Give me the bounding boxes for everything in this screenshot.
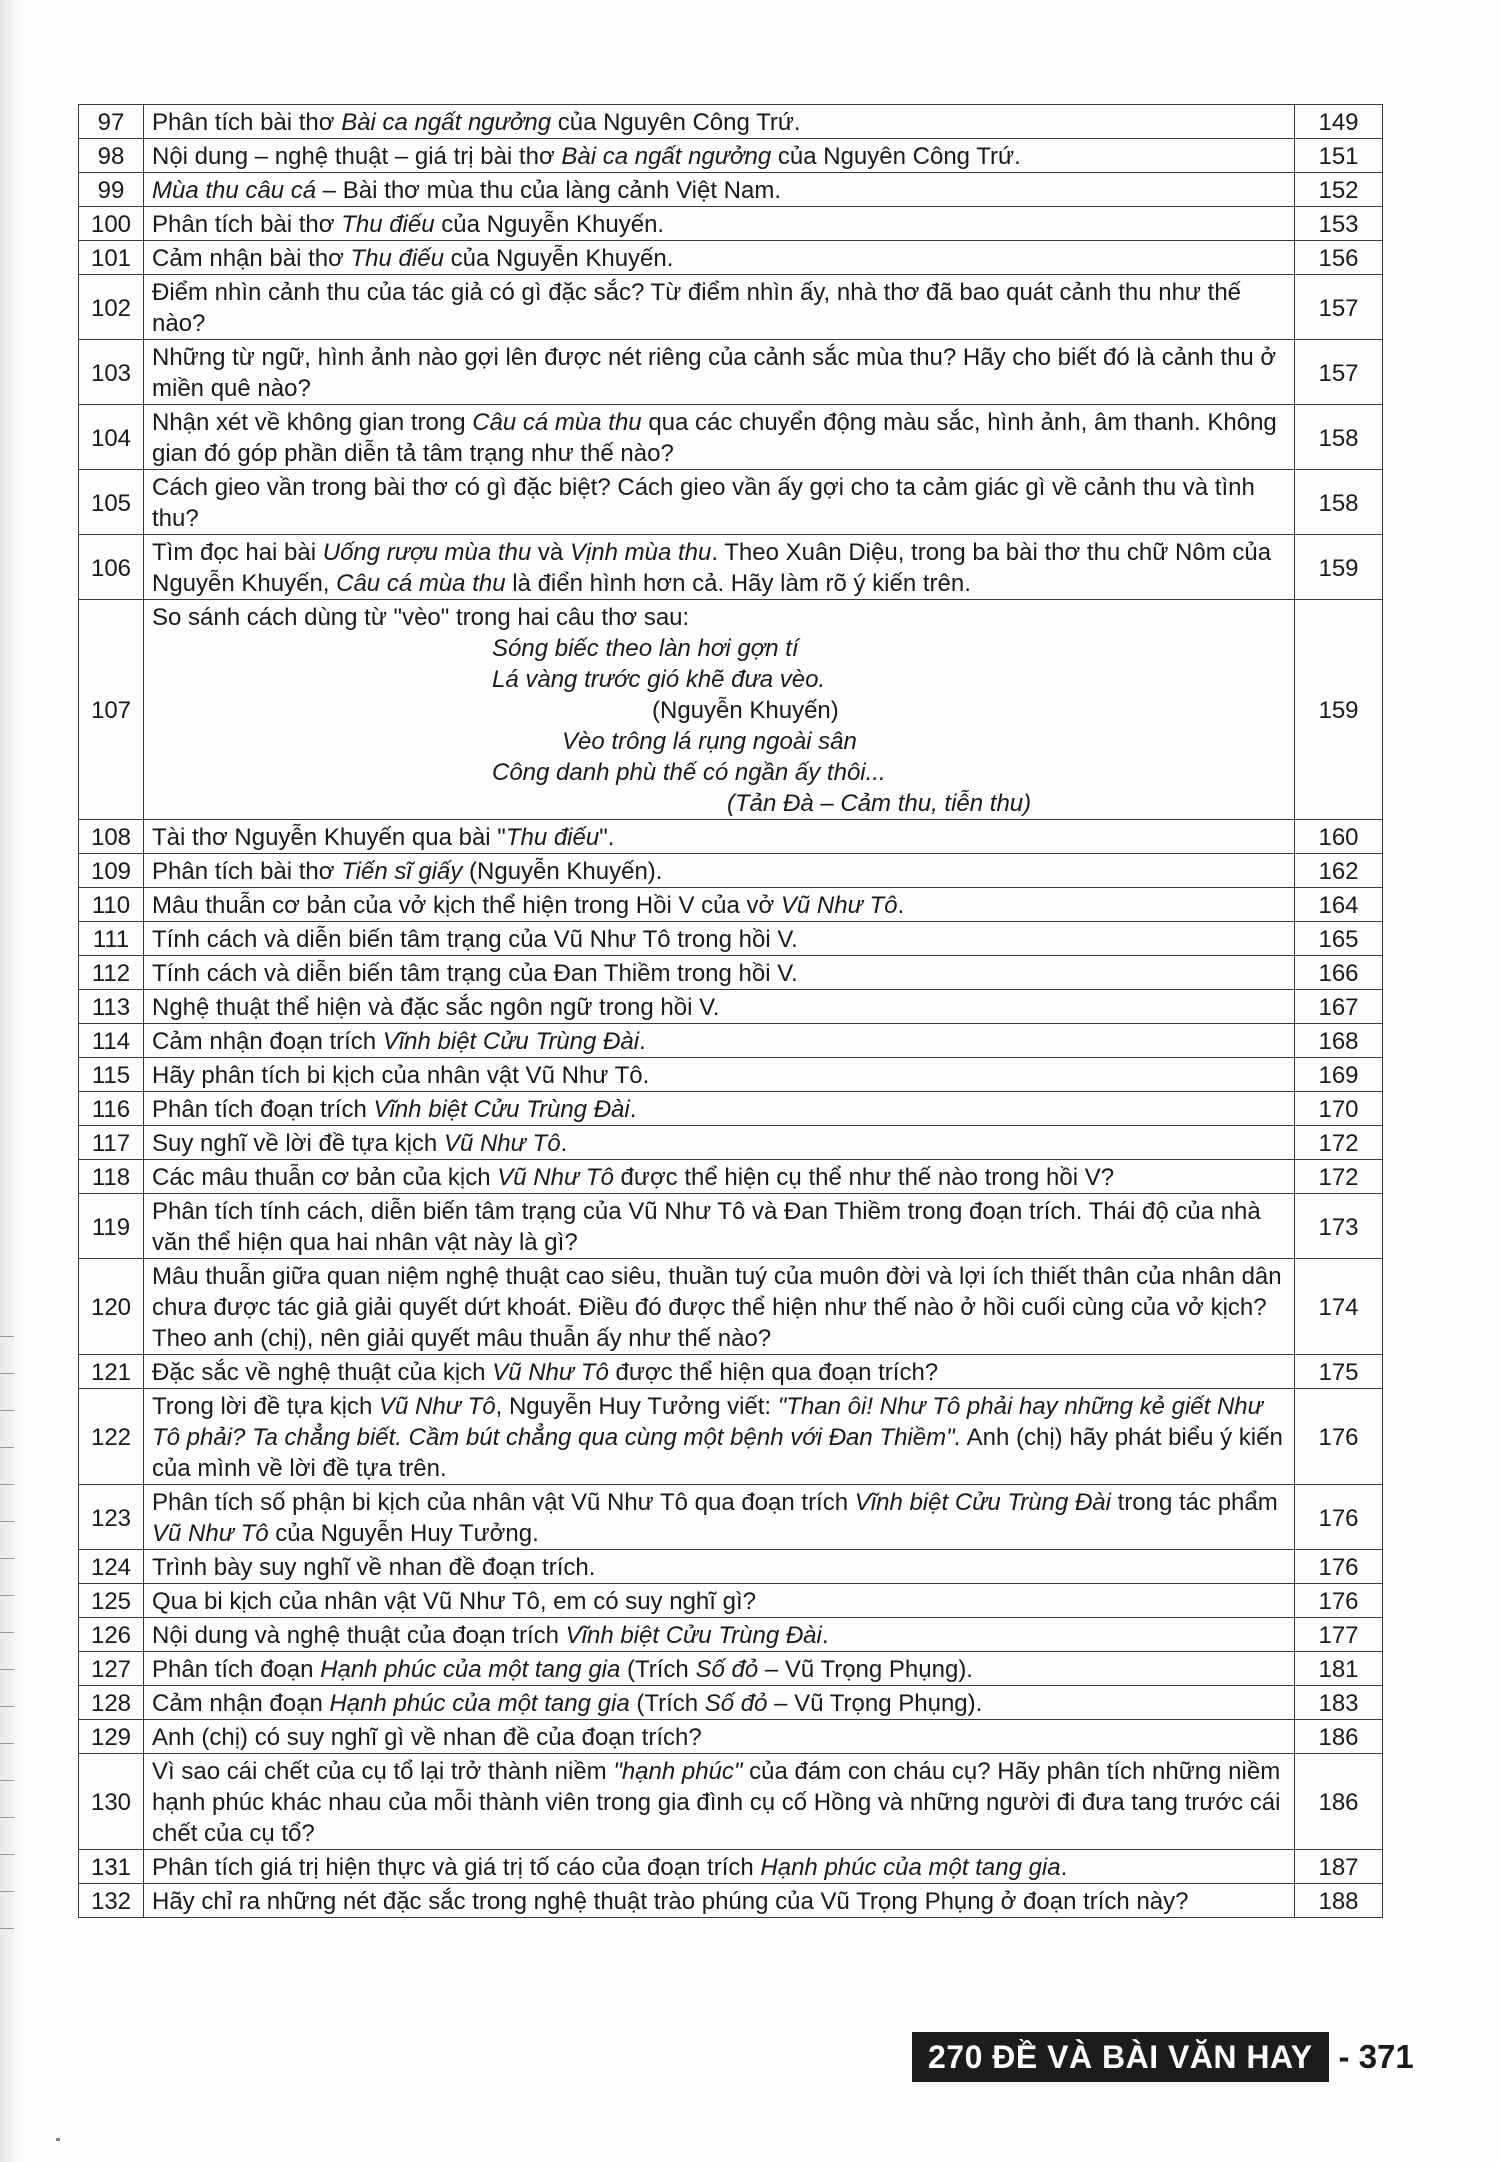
row-title [144, 1720, 1295, 1754]
table-row [79, 340, 1383, 405]
row-title [144, 1485, 1295, 1550]
title-text: của Nguyên Công Trứ. [551, 109, 801, 136]
work-title: Tiến sĩ giấy [341, 858, 463, 885]
row-title [144, 888, 1295, 922]
title-text: Tính cách và diễn biến tâm trạng của Vũ Như Tô trong hồi V. [152, 926, 798, 953]
title-text: . Theo Xuân Diệu, trong ba bài thơ thu chữ Nôm của Nguyễn Khuyến, [152, 539, 1272, 597]
title-text: Phân tích bài thơ [152, 109, 342, 136]
poem-line: (Tản Đà – Cảm thu, tiễn thu) [727, 790, 1032, 817]
work-title: Số đỏ [704, 1690, 768, 1717]
row-number: 106 [79, 535, 144, 600]
row-title [144, 105, 1295, 139]
title-text: Hãy chỉ ra những nét đặc sắc trong nghệ thuật trào phúng của Vũ Trọng Phụng ở đoạn trích này? [152, 1888, 1189, 1915]
title-text: được thể hiện qua đoạn trích? [608, 1359, 939, 1386]
title-text: của Nguyễn Khuyến. [443, 245, 674, 272]
row-number: 126 [79, 1618, 144, 1652]
row-title [144, 241, 1295, 275]
row-title [144, 173, 1295, 207]
work-title: Mùa thu câu cá [152, 177, 317, 204]
title-text: – Vũ Trọng Phụng). [767, 1690, 983, 1717]
row-page-number: 173 [1295, 1194, 1383, 1259]
work-title: Vũ Như Tô [443, 1130, 561, 1157]
row-page-number: 159 [1295, 535, 1383, 600]
table-row [79, 854, 1383, 888]
table-row [79, 1058, 1383, 1092]
row-number: 121 [79, 1355, 144, 1389]
title-text: Qua bi kịch của nhân vật Vũ Như Tô, em có suy nghĩ gì? [152, 1588, 756, 1615]
row-title [144, 956, 1295, 990]
title-text: Phân tích tính cách, diễn biến tâm trạng của Vũ Như Tô và Đan Thiềm trong đoạn trích. Thái độ của nhà văn thể hiện qua hai nhân vật này là gì? [152, 1198, 1261, 1256]
scan-speck [56, 2138, 60, 2141]
title-text: (Nguyễn Khuyến). [462, 858, 663, 885]
row-page-number: 162 [1295, 854, 1383, 888]
title-text: Phân tích đoạn trích [152, 1096, 374, 1123]
work-title: Câu cá mùa thu [336, 570, 506, 597]
table-row [79, 1720, 1383, 1754]
row-page-number: 152 [1295, 173, 1383, 207]
row-number: 131 [79, 1850, 144, 1884]
title-text: – Bài thơ mùa thu của làng cảnh Việt Nam. [316, 177, 782, 204]
row-page-number: 151 [1295, 139, 1383, 173]
title-text: (Trích [629, 1690, 705, 1717]
title-text: Phân tích bài thơ [152, 858, 342, 885]
row-title [144, 207, 1295, 241]
table-of-contents [78, 104, 1383, 1918]
title-text: Nghệ thuật thể hiện và đặc sắc ngôn ngữ trong hồi V. [152, 994, 720, 1021]
work-title: Bài ca ngất ngưởng [561, 143, 772, 170]
table-row [79, 922, 1383, 956]
work-title: Bài ca ngất ngưởng [341, 109, 552, 136]
table-row [79, 1884, 1383, 1918]
row-number: 103 [79, 340, 144, 405]
title-text: Những từ ngữ, hình ảnh nào gợi lên được nét riêng của cảnh sắc mùa thu? Hãy cho biết đó là cảnh thu ở miền quê nào? [152, 344, 1277, 402]
title-text: của Nguyễn Huy Tưởng. [268, 1520, 539, 1547]
title-text: Cách gieo vần trong bài thơ có gì đặc biệt? Cách gieo vần ấy gợi cho ta cảm giác gì về cảnh thu và tình thu? [152, 474, 1255, 532]
title-text: Điểm nhìn cảnh thu của tác giả có gì đặc sắc? Từ điểm nhìn ấy, nhà thơ đã bao quát cảnh thu như thế nào? [152, 279, 1242, 337]
table-row [79, 1550, 1383, 1584]
title-text: – Vũ Trọng Phụng). [758, 1656, 973, 1683]
work-title: Uống rượu mùa thu [322, 539, 532, 566]
title-text: Trình bày suy nghĩ về nhan đề đoạn trích. [152, 1554, 596, 1581]
row-page-number: 170 [1295, 1092, 1383, 1126]
title-text: Hãy phân tích bi kịch của nhân vật Vũ Như Tô. [152, 1062, 650, 1089]
table-row [79, 1160, 1383, 1194]
work-title: Hạnh phúc của một tang gia [320, 1656, 621, 1683]
row-page-number: 153 [1295, 207, 1383, 241]
work-title: Hạnh phúc của một tang gia [329, 1690, 630, 1717]
row-title [144, 1850, 1295, 1884]
title-text: Trong lời đề tựa kịch [152, 1393, 380, 1420]
row-number: 119 [79, 1194, 144, 1259]
row-page-number: 158 [1295, 405, 1383, 470]
book-title-badge: 270 ĐỀ VÀ BÀI VĂN HAY [912, 2032, 1329, 2082]
row-number: 101 [79, 241, 144, 275]
title-text: của đám con cháu cụ? Hãy phân tích những niềm hạnh phúc khác nhau của mỗi thành viên trong gia đình cụ cố Hồng và những người đi đưa tang trước cái chết của cụ tổ? [152, 1758, 1281, 1847]
table-row [79, 275, 1383, 340]
row-number: 116 [79, 1092, 144, 1126]
row-page-number: 177 [1295, 1618, 1383, 1652]
row-title [144, 1058, 1295, 1092]
table-row [79, 820, 1383, 854]
poem-intro: So sánh cách dùng từ "vèo" trong hai câu thơ sau: [152, 604, 690, 631]
row-page-number: 157 [1295, 275, 1383, 340]
table-row [79, 1389, 1383, 1485]
row-title [144, 1550, 1295, 1584]
row-number: 114 [79, 1024, 144, 1058]
title-text: Tính cách và diễn biến tâm trạng của Đan Thiềm trong hồi V. [152, 960, 798, 987]
work-title: Hạnh phúc của một tang gia [760, 1854, 1061, 1881]
row-page-number: 169 [1295, 1058, 1383, 1092]
row-page-number: 172 [1295, 1126, 1383, 1160]
row-title [144, 1024, 1295, 1058]
row-number: 129 [79, 1720, 144, 1754]
row-number: 127 [79, 1652, 144, 1686]
row-title [144, 139, 1295, 173]
row-page-number: 183 [1295, 1686, 1383, 1720]
table-row [79, 405, 1383, 470]
row-title [144, 820, 1295, 854]
table-row [79, 1024, 1383, 1058]
poem-line: Lá vàng trước gió khẽ đưa vèo. [492, 666, 826, 693]
work-title: Số đỏ [695, 1656, 759, 1683]
row-number: 102 [79, 275, 144, 340]
title-text: . [560, 1130, 568, 1157]
row-page-number: 188 [1295, 1884, 1383, 1918]
row-number: 97 [79, 105, 144, 139]
row-title [144, 1884, 1295, 1918]
table-row [79, 956, 1383, 990]
row-number: 128 [79, 1686, 144, 1720]
title-text: được thể hiện cụ thể như thế nào trong hồi V? [613, 1164, 1115, 1191]
row-title [144, 1259, 1295, 1355]
table-row [79, 1092, 1383, 1126]
work-title: Thu điếu [505, 824, 600, 851]
title-text: và [531, 539, 570, 566]
row-page-number: 176 [1295, 1584, 1383, 1618]
work-title: Vĩnh biệt Cửu Trùng Đài [382, 1028, 640, 1055]
row-number: 118 [79, 1160, 144, 1194]
row-title [144, 1355, 1295, 1389]
table-row [79, 470, 1383, 535]
row-page-number: 166 [1295, 956, 1383, 990]
table-row [79, 1194, 1383, 1259]
row-page-number: 168 [1295, 1024, 1383, 1058]
row-page-number: 156 [1295, 241, 1383, 275]
row-number: 123 [79, 1485, 144, 1550]
title-text: Anh (chị) hãy phát biểu ý kiến của mình về lời đề tựa trên. [152, 1424, 1283, 1482]
title-text: qua các chuyển động màu sắc, hình ảnh, âm thanh. Không gian đó góp phần diễn tả tâm trạng như thế nào? [152, 409, 1277, 467]
row-page-number: 186 [1295, 1754, 1383, 1850]
work-title: Vũ Như Tô [780, 892, 898, 919]
title-text: Cảm nhận đoạn trích [152, 1028, 383, 1055]
row-page-number: 157 [1295, 340, 1383, 405]
poem-line: Sóng biếc theo làn hơi gợn tí [492, 635, 799, 662]
row-number: 111 [79, 922, 144, 956]
table-row [79, 1126, 1383, 1160]
row-page-number: 176 [1295, 1550, 1383, 1584]
table-row [79, 1618, 1383, 1652]
work-title: Vũ Như Tô [497, 1164, 614, 1191]
work-title: Vũ Như Tô [152, 1520, 269, 1547]
poem-line: (Nguyễn Khuyến) [652, 697, 839, 724]
title-text: Phân tích giá trị hiện thực và giá trị tố cáo của đoạn trích [152, 1854, 761, 1881]
row-number: 125 [79, 1584, 144, 1618]
row-title [144, 1160, 1295, 1194]
row-page-number: 174 [1295, 1259, 1383, 1355]
title-text: . [629, 1096, 637, 1123]
row-title [144, 535, 1295, 600]
row-number: 115 [79, 1058, 144, 1092]
row-page-number: 176 [1295, 1485, 1383, 1550]
title-text: Nhận xét về không gian trong [152, 409, 473, 436]
row-page-number: 158 [1295, 470, 1383, 535]
row-number: 122 [79, 1389, 144, 1485]
poem-line: Công danh phù thế có ngần ấy thôi... [492, 759, 886, 786]
row-title [144, 1126, 1295, 1160]
work-title: "Than ôi! Như Tô phải hay những kẻ giết Như Tô phải? Ta chẳng biết. Cầm bút chẳng qua cùng một bệnh với Đan Thiềm". [152, 1393, 1263, 1451]
table-row [79, 173, 1383, 207]
title-text: Mâu thuẫn giữa quan niệm nghệ thuật cao siêu, thuần tuý của muôn đời và lợi ích thiết thân của nhân dân chưa được tác giả giải quyết dứt khoát. Điều đó được thể hiện như thế nào ở hồi cuối cùng của vở kịch? Theo anh (chị), nên giải quyết mâu thuẫn ấy như thế nào? [152, 1263, 1282, 1352]
title-text: là điển hình hơn cả. Hãy làm rõ ý kiến trên. [505, 570, 971, 597]
table-row [79, 888, 1383, 922]
row-title [144, 340, 1295, 405]
table-row [79, 1686, 1383, 1720]
work-title: Vĩnh biệt Cửu Trùng Đài [373, 1096, 630, 1123]
table-row [79, 1754, 1383, 1850]
row-page-number: 164 [1295, 888, 1383, 922]
work-title: Thu điếu [350, 245, 444, 272]
page-footer [912, 2032, 1414, 2082]
title-text: . [639, 1028, 646, 1055]
row-number: 100 [79, 207, 144, 241]
work-title: Vịnh mùa thu [569, 539, 712, 566]
title-text: . [897, 892, 905, 919]
row-title [144, 922, 1295, 956]
row-title [144, 1686, 1295, 1720]
title-text: (Trích [620, 1656, 696, 1683]
row-title [144, 1652, 1295, 1686]
row-title [144, 1389, 1295, 1485]
work-title: Vĩnh biệt Cửu Trùng Đài [565, 1622, 822, 1649]
row-title [144, 1584, 1295, 1618]
work-title: Thu điếu [341, 211, 435, 238]
toc-body [79, 105, 1383, 1918]
row-number: 110 [79, 888, 144, 922]
title-text: Mâu thuẫn cơ bản của vở kịch thể hiện trong Hồi V của vở [152, 892, 781, 919]
title-text: Anh (chị) có suy nghĩ gì về nhan đề của đoạn trích? [152, 1724, 702, 1751]
row-title [144, 470, 1295, 535]
work-title: Câu cá mùa thu [472, 409, 642, 436]
binding-edge-lines [0, 1300, 14, 1960]
title-text: trong tác phẩm [1110, 1489, 1278, 1516]
row-number: 109 [79, 854, 144, 888]
title-text: Đặc sắc về nghệ thuật của kịch [152, 1359, 493, 1386]
table-row [79, 105, 1383, 139]
title-text: Cảm nhận đoạn [152, 1690, 330, 1717]
row-title [144, 275, 1295, 340]
row-page-number: 167 [1295, 990, 1383, 1024]
table-row [79, 600, 1383, 820]
table-row [79, 241, 1383, 275]
title-text: Suy nghĩ về lời đề tựa kịch [152, 1130, 444, 1157]
row-title [144, 1754, 1295, 1850]
row-title [144, 990, 1295, 1024]
table-row [79, 535, 1383, 600]
title-text: Các mâu thuẫn cơ bản của kịch [152, 1164, 498, 1191]
table-row [79, 1652, 1383, 1686]
title-text: của Nguyễn Khuyến. [434, 211, 665, 238]
title-text: Cảm nhận bài thơ [152, 245, 351, 272]
row-number: 120 [79, 1259, 144, 1355]
poem-line: Vèo trông lá rụng ngoài sân [562, 728, 857, 755]
row-title [144, 854, 1295, 888]
row-number: 130 [79, 1754, 144, 1850]
title-text: . [1060, 1854, 1068, 1881]
table-row [79, 139, 1383, 173]
row-title [144, 1618, 1295, 1652]
page-number: - 371 [1338, 2038, 1414, 2075]
row-number: 124 [79, 1550, 144, 1584]
title-text: , Nguyễn Huy Tưởng viết: [495, 1393, 778, 1420]
row-page-number: 186 [1295, 1720, 1383, 1754]
table-row [79, 1355, 1383, 1389]
row-title [144, 600, 1295, 820]
row-page-number: 160 [1295, 820, 1383, 854]
title-text: Nội dung – nghệ thuật – giá trị bài thơ [152, 143, 562, 170]
title-text: Vì sao cái chết của cụ tổ lại trở thành niềm [152, 1758, 614, 1785]
title-text: Tài thơ Nguyễn Khuyến qua bài " [152, 824, 506, 851]
row-number: 105 [79, 470, 144, 535]
title-text: ". [599, 824, 615, 851]
row-page-number: 187 [1295, 1850, 1383, 1884]
table-row [79, 1259, 1383, 1355]
table-row [79, 1584, 1383, 1618]
row-title [144, 1092, 1295, 1126]
row-page-number: 172 [1295, 1160, 1383, 1194]
row-number: 107 [79, 600, 144, 820]
work-title: Vũ Như Tô [492, 1359, 609, 1386]
title-text: của Nguyên Công Trứ. [771, 143, 1021, 170]
row-page-number: 181 [1295, 1652, 1383, 1686]
row-number: 112 [79, 956, 144, 990]
row-number: 98 [79, 139, 144, 173]
row-title [144, 1194, 1295, 1259]
table-row [79, 990, 1383, 1024]
title-text: Phân tích số phận bi kịch của nhân vật Vũ Như Tô qua đoạn trích [152, 1489, 855, 1516]
table-row [79, 1485, 1383, 1550]
row-number: 113 [79, 990, 144, 1024]
row-number: 117 [79, 1126, 144, 1160]
work-title: Vũ Như Tô [379, 1393, 496, 1420]
row-title [144, 405, 1295, 470]
table-row [79, 207, 1383, 241]
row-number: 132 [79, 1884, 144, 1918]
title-text: Phân tích đoạn [152, 1656, 321, 1683]
row-page-number: 165 [1295, 922, 1383, 956]
row-page-number: 175 [1295, 1355, 1383, 1389]
row-number: 108 [79, 820, 144, 854]
row-number: 99 [79, 173, 144, 207]
title-text: . [821, 1622, 829, 1649]
title-text: Nội dung và nghệ thuật của đoạn trích [152, 1622, 566, 1649]
row-number: 104 [79, 405, 144, 470]
title-text: Phân tích bài thơ [152, 211, 342, 238]
work-title: Vĩnh biệt Cửu Trùng Đài [854, 1489, 1111, 1516]
row-page-number: 159 [1295, 600, 1383, 820]
row-page-number: 149 [1295, 105, 1383, 139]
table-row [79, 1850, 1383, 1884]
title-text: Tìm đọc hai bài [152, 539, 323, 566]
work-title: "hạnh phúc" [613, 1758, 743, 1785]
row-page-number: 176 [1295, 1389, 1383, 1485]
